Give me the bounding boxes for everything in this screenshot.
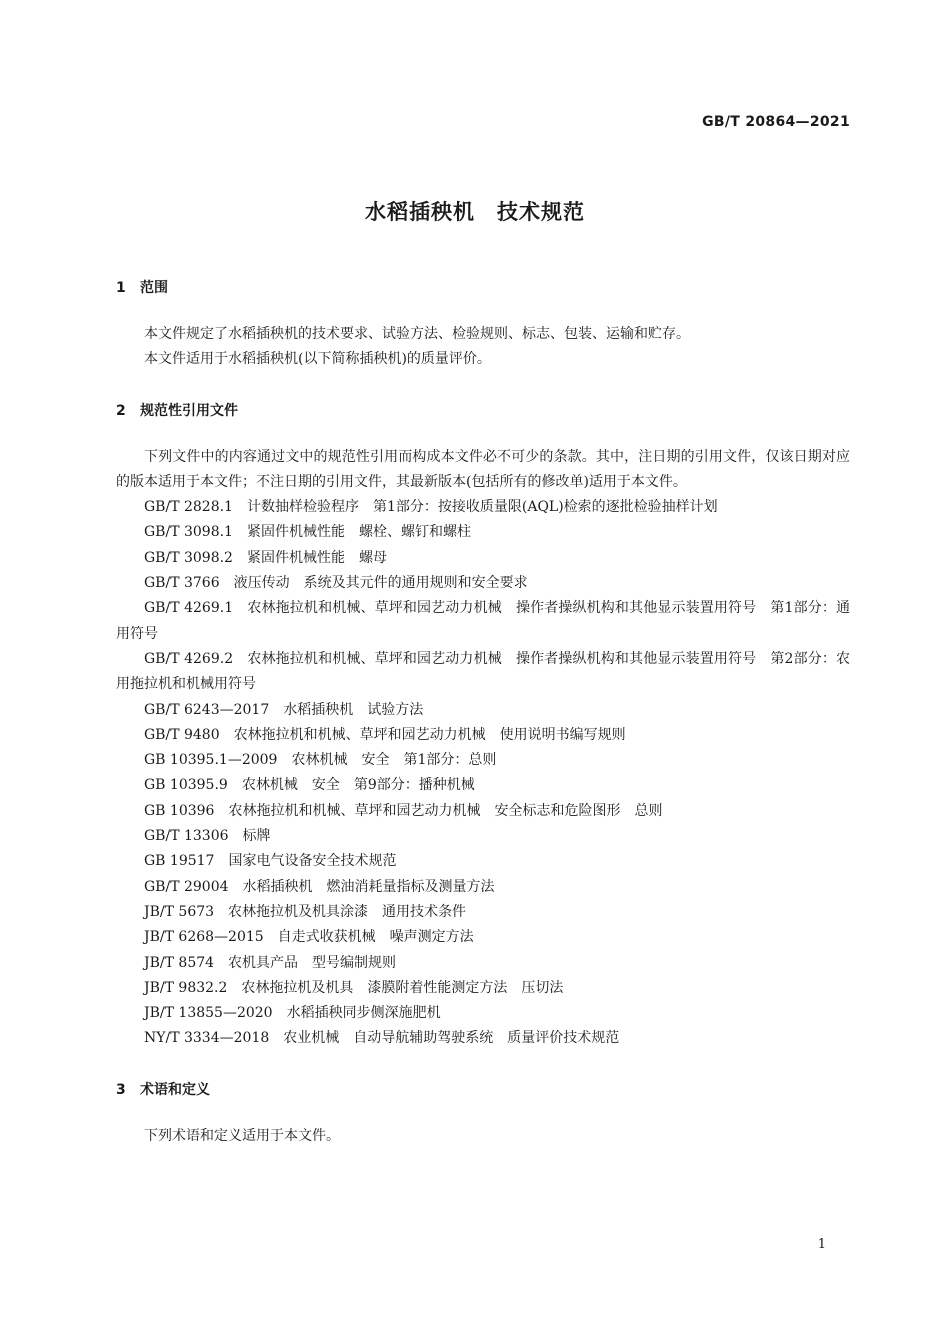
reference-item <box>116 546 850 571</box>
reference-title: 农林拖拉机和机械、草坪和园艺动力机械 安全标志和危险图形 总则 <box>228 802 663 819</box>
reference-item <box>116 596 850 647</box>
reference-title: 国家电气设备安全技术规范 <box>228 853 397 870</box>
section-heading-scope <box>116 276 850 300</box>
reference-item <box>116 849 850 874</box>
reference-code: GB 10396 <box>144 802 215 819</box>
reference-title: 标牌 <box>242 828 271 845</box>
reference-title: 农林机械 安全 第9部分：播种机械 <box>241 777 475 794</box>
paragraph: 本文件规定了水稻插秧机的技术要求、试验方法、检验规则、标志、包装、运输和贮存。 <box>144 326 690 342</box>
reference-code: GB/T 9480 <box>144 726 220 743</box>
reference-code: GB/T 4269.2 <box>144 650 234 667</box>
reference-title: 农林拖拉机和机械、草坪和园艺动力机械 操作者操纵机构和其他显示装置用符号 第2部分：农用拖拉机和机械用符号 <box>116 650 851 693</box>
reference-code: JB/T 9832.2 <box>144 979 228 996</box>
reference-item <box>116 951 850 976</box>
reference-list <box>116 495 850 1052</box>
reference-item <box>116 875 850 900</box>
reference-title: 农业机械 自动导航辅助驾驶系统 质量评价技术规范 <box>283 1030 620 1047</box>
section-number: 2 <box>116 402 126 419</box>
section-heading-terms-and-definitions <box>116 1078 850 1102</box>
reference-code: GB/T 3098.1 <box>144 524 233 541</box>
reference-code: GB 19517 <box>144 853 215 870</box>
section-title: 规范性引用文件 <box>140 402 238 419</box>
reference-item <box>116 748 850 773</box>
reference-code: GB/T 3766 <box>144 575 220 592</box>
reference-title: 紧固件机械性能 螺母 <box>246 549 387 566</box>
reference-item <box>116 799 850 824</box>
reference-title: 自走式收获机械 噪声测定方法 <box>277 929 474 946</box>
page-number: 1 <box>817 1237 826 1252</box>
reference-title: 水稻插秧机 燃油消耗量指标及测量方法 <box>242 878 495 895</box>
paragraph: 本文件适用于水稻插秧机(以下简称插秧机)的质量评价。 <box>144 351 491 368</box>
reference-item <box>116 698 850 723</box>
section-number: 3 <box>116 1081 126 1098</box>
reference-code: GB/T 29004 <box>144 878 229 895</box>
reference-item <box>116 520 850 545</box>
reference-title: 农林拖拉机和机械、草坪和园艺动力机械 使用说明书编写规则 <box>233 726 626 743</box>
reference-title: 农林拖拉机及机具 漆膜附着性能测定方法 压切法 <box>241 979 564 996</box>
reference-code: JB/T 13855—2020 <box>144 1005 273 1022</box>
section-heading-normative-references <box>116 399 850 423</box>
reference-title: 农机具产品 型号编制规则 <box>228 954 397 971</box>
reference-title: 计数抽样检验程序 第1部分：按接收质量限(AQL)检索的逐批检验抽样计划 <box>246 499 718 516</box>
reference-code: GB/T 3098.2 <box>144 549 233 566</box>
reference-item <box>116 571 850 596</box>
document-title: 水稻插秧机 技术规范 <box>365 200 585 224</box>
reference-item <box>116 900 850 925</box>
reference-title: 液压传动 系统及其元件的通用规则和安全要求 <box>233 575 528 592</box>
paragraph: 下列文件中的内容通过文中的规范性引用而构成本文件必不可少的条款。其中，注日期的引用文件，仅该日期对应的版本适用于本文件；不注日期的引用文件，其最新版本(包括所有的修改单)适用于本文件。 <box>116 448 850 490</box>
reference-title: 水稻插秧机 试验方法 <box>283 701 424 718</box>
reference-code: GB/T 13306 <box>144 828 229 845</box>
reference-code: NY/T 3334—2018 <box>144 1030 270 1047</box>
reference-code: GB 10395.1—2009 <box>144 752 278 769</box>
reference-item <box>116 925 850 950</box>
reference-title: 农林拖拉机及机具涂漆 通用技术条件 <box>228 903 467 920</box>
reference-item <box>116 647 850 698</box>
reference-item <box>116 723 850 748</box>
section-number: 1 <box>116 280 126 296</box>
reference-code: GB/T 6243—2017 <box>144 701 270 718</box>
reference-title: 农林机械 安全 第1部分：总则 <box>291 752 497 769</box>
paragraph: 下列术语和定义适用于本文件。 <box>144 1127 340 1144</box>
reference-item <box>116 495 850 520</box>
reference-code: JB/T 8574 <box>144 954 215 971</box>
document-body <box>116 276 850 1149</box>
reference-code: GB 10395.9 <box>144 777 228 794</box>
reference-item <box>116 1001 850 1026</box>
reference-code: GB/T 4269.1 <box>144 600 234 617</box>
section-title: 范围 <box>140 280 168 296</box>
reference-item <box>116 976 850 1001</box>
reference-code: GB/T 2828.1 <box>144 499 233 516</box>
reference-title: 水稻插秧同步侧深施肥机 <box>286 1005 441 1022</box>
reference-item <box>116 824 850 849</box>
reference-item <box>116 773 850 798</box>
reference-title: 紧固件机械性能 螺栓、螺钉和螺柱 <box>246 524 471 541</box>
section-title: 术语和定义 <box>140 1081 210 1098</box>
reference-title: 农林拖拉机和机械、草坪和园艺动力机械 操作者操纵机构和其他显示装置用符号 第1部分：通用符号 <box>116 600 851 642</box>
reference-code: JB/T 5673 <box>144 903 215 920</box>
reference-code: JB/T 6268—2015 <box>144 929 264 946</box>
reference-item <box>116 1026 850 1051</box>
standard-number: GB/T 20864—2021 <box>702 114 850 130</box>
